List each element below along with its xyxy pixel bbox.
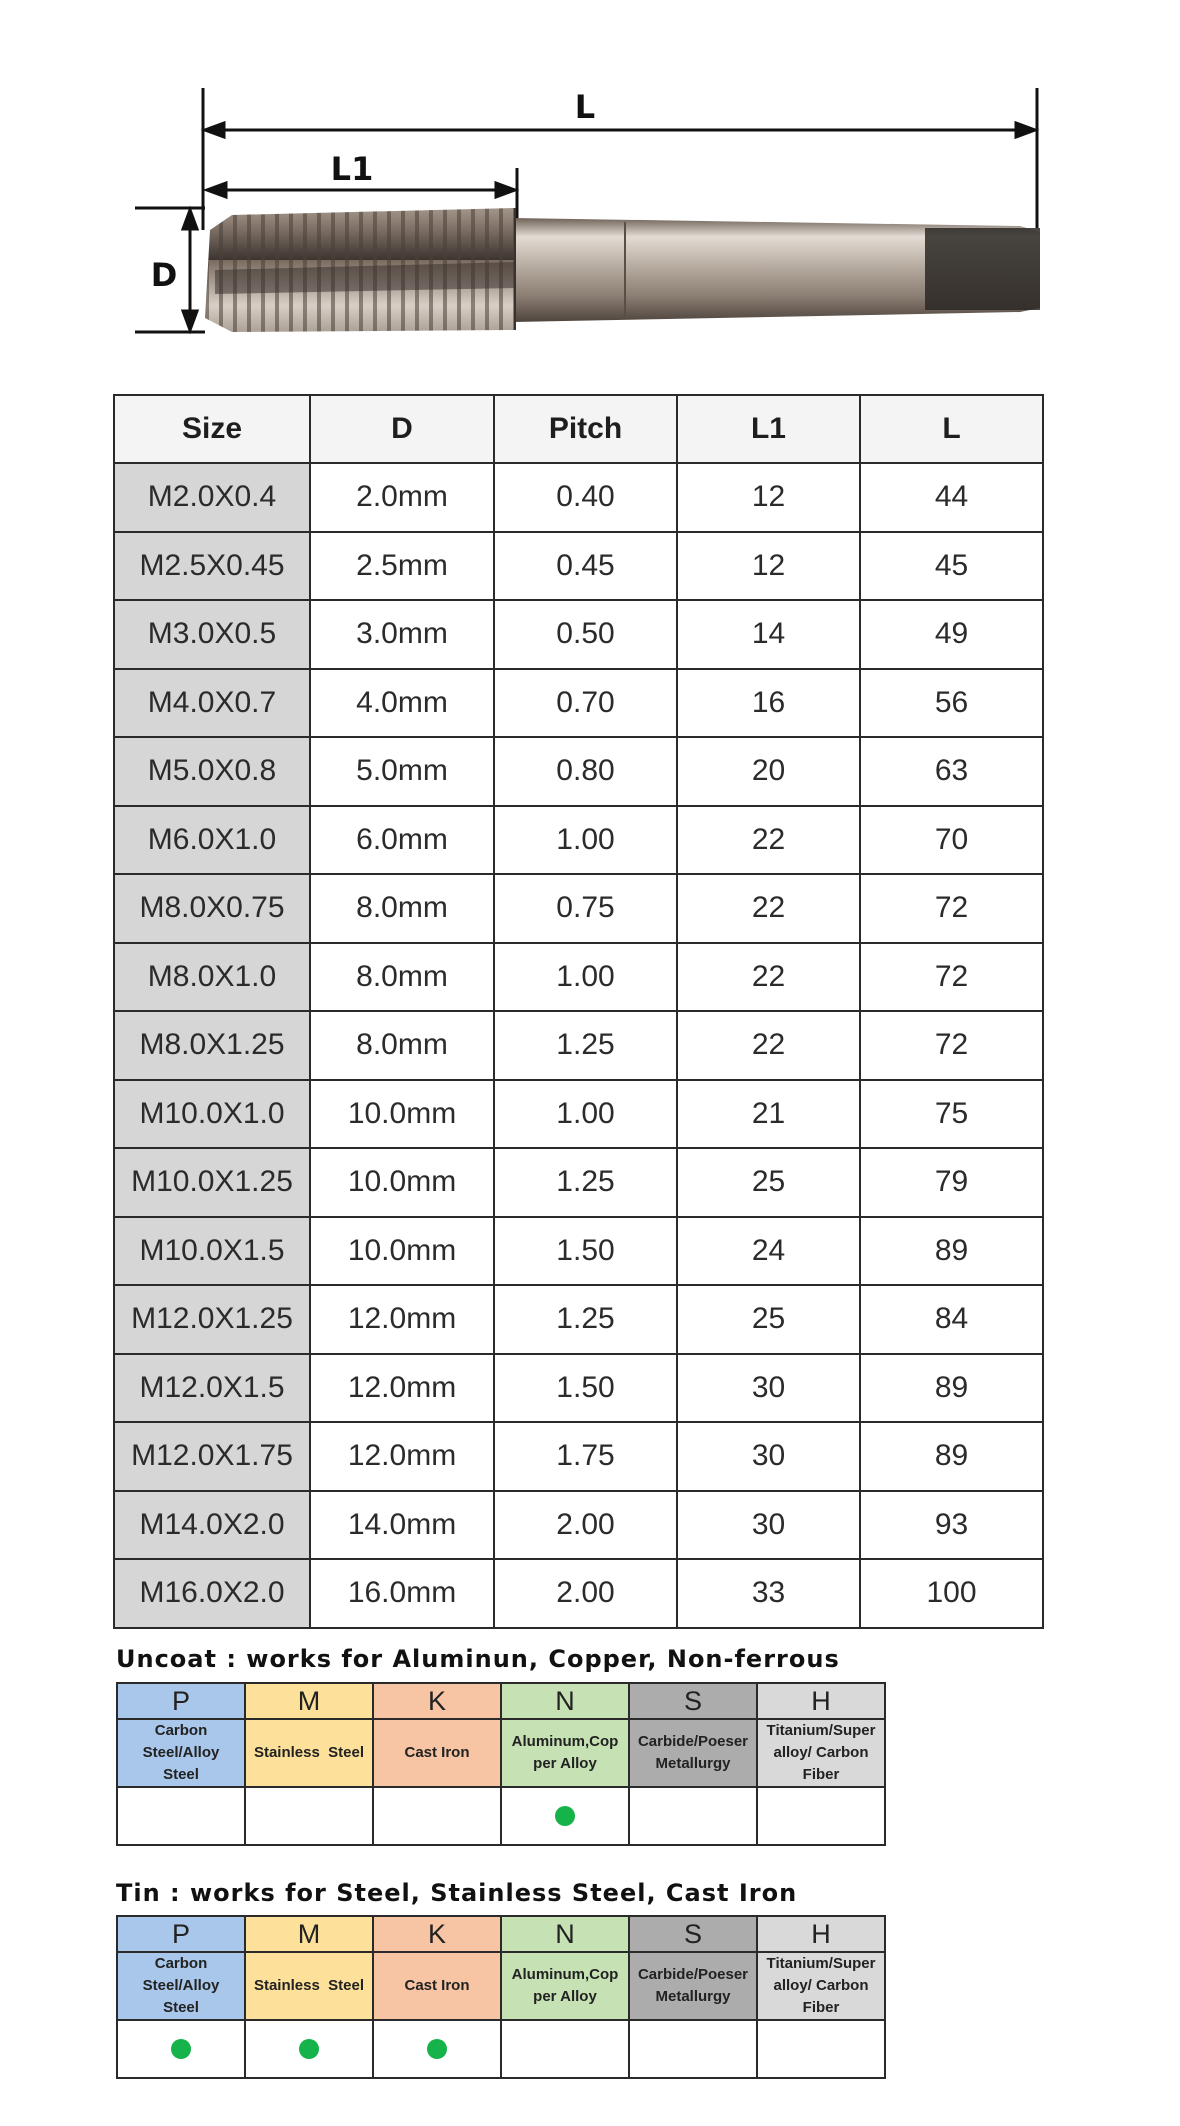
uncoat-title: Uncoat : works for Aluminun, Copper, Non-ferrous [116, 1645, 840, 1673]
d-cell: 10.0mm [310, 1080, 494, 1149]
l-cell: 49 [860, 600, 1043, 669]
suitability-cell-m [245, 2020, 373, 2078]
material-name-line: Fiber [802, 1999, 840, 2016]
pitch-cell: 0.45 [494, 532, 677, 601]
d-cell: 5.0mm [310, 737, 494, 806]
d-cell: 8.0mm [310, 1011, 494, 1080]
l1-cell: 25 [677, 1148, 860, 1217]
l1-cell: 12 [677, 463, 860, 532]
material-name-line: Titanium/Super [766, 1722, 876, 1739]
suitable-dot-icon [171, 2039, 191, 2059]
pitch-cell: 1.00 [494, 943, 677, 1012]
suitability-row [117, 1787, 885, 1845]
tap-dimension-diagram [0, 0, 1180, 360]
table-row [114, 1559, 1043, 1628]
suitable-dot-icon [427, 2039, 447, 2059]
material-name-row [117, 1719, 885, 1787]
size-table [113, 394, 1044, 1629]
material-name-line: Carbon [154, 1955, 208, 1972]
l-cell: 93 [860, 1491, 1043, 1560]
tin-title: Tin : works for Steel, Stainless Steel, Cast Iron [116, 1879, 798, 1907]
d-cell: 6.0mm [310, 806, 494, 875]
d-cell: 3.0mm [310, 600, 494, 669]
suitability-cell-k [373, 1787, 501, 1845]
pitch-cell: 1.50 [494, 1217, 677, 1286]
material-name-s [629, 1952, 757, 2020]
table-row [114, 1491, 1043, 1560]
label-L: L [574, 88, 596, 126]
pitch-cell: 1.00 [494, 806, 677, 875]
material-name-p [117, 1719, 245, 1787]
table-row [114, 532, 1043, 601]
size-cell: M12.0X1.75 [114, 1422, 310, 1491]
material-name-line: Stainless Steel [253, 1744, 365, 1761]
table-row [114, 600, 1043, 669]
l1-cell: 22 [677, 806, 860, 875]
size-cell: M16.0X2.0 [114, 1559, 310, 1628]
label-D: D [150, 256, 178, 294]
l-cell: 89 [860, 1422, 1043, 1491]
pitch-cell: 0.70 [494, 669, 677, 738]
material-name-line: Stainless Steel [253, 1977, 365, 1994]
l-cell: 44 [860, 463, 1043, 532]
table-row [114, 737, 1043, 806]
l1-cell: 24 [677, 1217, 860, 1286]
l1-cell: 33 [677, 1559, 860, 1628]
pitch-cell: 2.00 [494, 1491, 677, 1560]
pitch-cell: 0.75 [494, 874, 677, 943]
material-letter-k: K [373, 1916, 501, 1952]
table-row [114, 1354, 1043, 1423]
table-row [114, 1080, 1043, 1149]
pitch-cell: 1.25 [494, 1148, 677, 1217]
label-L1: L1 [330, 150, 374, 188]
pitch-cell: 0.40 [494, 463, 677, 532]
material-name-n [501, 1952, 629, 2020]
l-cell: 72 [860, 943, 1043, 1012]
material-name-line: Fiber [802, 1766, 840, 1783]
suitability-cell-p [117, 2020, 245, 2078]
material-name-h [757, 1952, 885, 2020]
material-letter-m: M [245, 1916, 373, 1952]
material-name-line: Titanium/Super [766, 1955, 876, 1972]
l-cell: 89 [860, 1354, 1043, 1423]
d-cell: 10.0mm [310, 1217, 494, 1286]
size-cell: M12.0X1.5 [114, 1354, 310, 1423]
suitability-cell-p [117, 1787, 245, 1845]
l-cell: 100 [860, 1559, 1043, 1628]
size-cell: M6.0X1.0 [114, 806, 310, 875]
material-name-line: Aluminum,Cop [511, 1733, 619, 1750]
table-row [114, 463, 1043, 532]
pitch-cell: 1.50 [494, 1354, 677, 1423]
l-cell: 45 [860, 532, 1043, 601]
pitch-cell: 1.00 [494, 1080, 677, 1149]
d-cell: 2.0mm [310, 463, 494, 532]
size-cell: M2.0X0.4 [114, 463, 310, 532]
column-header-l: L [860, 395, 1043, 463]
size-cell: M3.0X0.5 [114, 600, 310, 669]
size-cell: M12.0X1.25 [114, 1285, 310, 1354]
material-letter-h: H [757, 1683, 885, 1719]
pitch-cell: 1.75 [494, 1422, 677, 1491]
column-header-d: D [310, 395, 494, 463]
material-name-line: per Alloy [533, 1988, 597, 2005]
material-letter-s: S [629, 1683, 757, 1719]
table-row [114, 669, 1043, 738]
size-cell: M8.0X0.75 [114, 874, 310, 943]
tin-material-table [116, 1915, 886, 2079]
suitability-cell-s [629, 2020, 757, 2078]
d-cell: 2.5mm [310, 532, 494, 601]
l1-cell: 12 [677, 532, 860, 601]
l-cell: 84 [860, 1285, 1043, 1354]
size-cell: M4.0X0.7 [114, 669, 310, 738]
suitability-cell-n [501, 1787, 629, 1845]
material-letter-n: N [501, 1683, 629, 1719]
size-cell: M10.0X1.0 [114, 1080, 310, 1149]
table-row [114, 806, 1043, 875]
d-cell: 12.0mm [310, 1285, 494, 1354]
material-name-s [629, 1719, 757, 1787]
material-name-line: Carbon [154, 1722, 208, 1739]
d-cell: 14.0mm [310, 1491, 494, 1560]
l1-cell: 30 [677, 1354, 860, 1423]
material-letter-h: H [757, 1916, 885, 1952]
material-letter-k: K [373, 1683, 501, 1719]
material-name-line: Carbide/Poeser [637, 1733, 749, 1750]
material-name-p [117, 1952, 245, 2020]
material-name-line: Steel/Alloy [142, 1977, 220, 1994]
material-name-line: per Alloy [533, 1755, 597, 1772]
table-row [114, 1148, 1043, 1217]
d-cell: 10.0mm [310, 1148, 494, 1217]
pitch-cell: 2.00 [494, 1559, 677, 1628]
suitability-cell-h [757, 1787, 885, 1845]
l1-cell: 22 [677, 874, 860, 943]
l1-cell: 30 [677, 1491, 860, 1560]
material-letter-n: N [501, 1916, 629, 1952]
d-cell: 8.0mm [310, 943, 494, 1012]
material-name-line: alloy/ Carbon [773, 1744, 869, 1761]
l1-cell: 25 [677, 1285, 860, 1354]
pitch-cell: 1.25 [494, 1285, 677, 1354]
suitability-row [117, 2020, 885, 2078]
material-name-line: alloy/ Carbon [773, 1977, 869, 1994]
column-header-pitch: Pitch [494, 395, 677, 463]
size-cell: M8.0X1.25 [114, 1011, 310, 1080]
material-letter-row [117, 1683, 885, 1719]
suitability-cell-h [757, 2020, 885, 2078]
l-cell: 56 [860, 669, 1043, 738]
table-header-row [114, 395, 1043, 463]
table-row [114, 1422, 1043, 1491]
material-letter-row [117, 1916, 885, 1952]
pitch-cell: 1.25 [494, 1011, 677, 1080]
l-cell: 72 [860, 874, 1043, 943]
suitability-cell-n [501, 2020, 629, 2078]
material-name-line: Steel [163, 1766, 199, 1783]
material-letter-m: M [245, 1683, 373, 1719]
l-cell: 79 [860, 1148, 1043, 1217]
suitable-dot-icon [555, 1806, 575, 1826]
suitability-cell-m [245, 1787, 373, 1845]
l-cell: 75 [860, 1080, 1043, 1149]
d-cell: 12.0mm [310, 1354, 494, 1423]
material-name-row [117, 1952, 885, 2020]
material-name-line: Steel [163, 1999, 199, 2016]
tap-drawing [205, 208, 1040, 332]
uncoat-material-table [116, 1682, 886, 1846]
l1-cell: 22 [677, 1011, 860, 1080]
table-row [114, 1011, 1043, 1080]
d-cell: 4.0mm [310, 669, 494, 738]
material-name-line: Carbide/Poeser [637, 1966, 749, 1983]
material-name-k [373, 1952, 501, 2020]
material-name-line: Aluminum,Cop [511, 1966, 619, 1983]
pitch-cell: 0.80 [494, 737, 677, 806]
l1-cell: 22 [677, 943, 860, 1012]
l1-cell: 16 [677, 669, 860, 738]
size-cell: M5.0X0.8 [114, 737, 310, 806]
size-cell: M8.0X1.0 [114, 943, 310, 1012]
l-cell: 70 [860, 806, 1043, 875]
l1-cell: 21 [677, 1080, 860, 1149]
l-cell: 89 [860, 1217, 1043, 1286]
column-header-l1: L1 [677, 395, 860, 463]
table-row [114, 1285, 1043, 1354]
suitability-cell-s [629, 1787, 757, 1845]
material-letter-p: P [117, 1683, 245, 1719]
table-row [114, 874, 1043, 943]
size-cell: M10.0X1.25 [114, 1148, 310, 1217]
material-letter-p: P [117, 1916, 245, 1952]
suitable-dot-icon [299, 2039, 319, 2059]
l1-cell: 20 [677, 737, 860, 806]
material-name-m [245, 1952, 373, 2020]
size-cell: M10.0X1.5 [114, 1217, 310, 1286]
material-name-k [373, 1719, 501, 1787]
d-cell: 8.0mm [310, 874, 494, 943]
size-cell: M2.5X0.45 [114, 532, 310, 601]
l1-cell: 30 [677, 1422, 860, 1491]
table-row [114, 943, 1043, 1012]
material-letter-s: S [629, 1916, 757, 1952]
material-name-h [757, 1719, 885, 1787]
material-name-line: Metallurgy [655, 1988, 731, 2005]
d-cell: 12.0mm [310, 1422, 494, 1491]
l1-cell: 14 [677, 600, 860, 669]
pitch-cell: 0.50 [494, 600, 677, 669]
material-name-line: Cast Iron [404, 1744, 470, 1761]
l-cell: 72 [860, 1011, 1043, 1080]
material-name-line: Steel/Alloy [142, 1744, 220, 1761]
table-row [114, 1217, 1043, 1286]
size-cell: M14.0X2.0 [114, 1491, 310, 1560]
suitability-cell-k [373, 2020, 501, 2078]
material-name-m [245, 1719, 373, 1787]
material-name-n [501, 1719, 629, 1787]
material-name-line: Metallurgy [655, 1755, 731, 1772]
material-name-line: Cast Iron [404, 1977, 470, 1994]
d-cell: 16.0mm [310, 1559, 494, 1628]
column-header-size: Size [114, 395, 310, 463]
l-cell: 63 [860, 737, 1043, 806]
